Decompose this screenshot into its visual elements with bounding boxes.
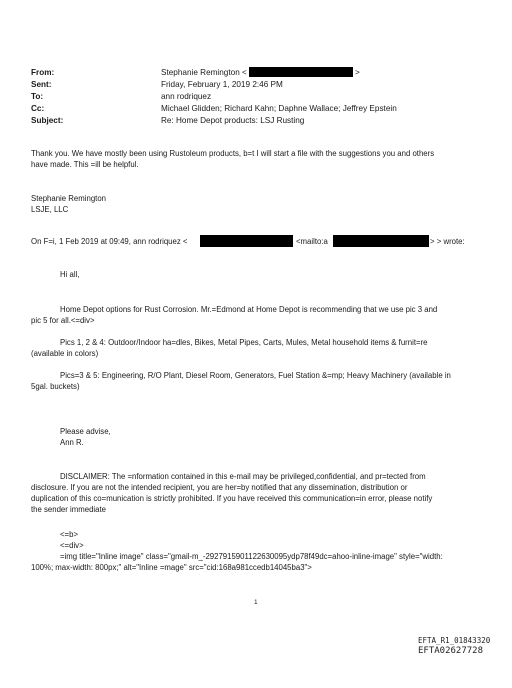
quote-header-suffix: > > wrote: xyxy=(430,237,465,246)
cc-label: Cc: xyxy=(31,104,45,113)
disclaimer-line-3: duplication of this co=munication is strictly prohibited. If you have received this communication=in error, please notify xyxy=(31,494,433,503)
from-email-redaction xyxy=(249,67,353,77)
cc-value: Michael Glidden; Richard Kahn; Daphne Wallace; Jeffrey Epstein xyxy=(161,104,397,113)
disclaimer-line-1: DISCLAIMER: The =nformation contained in this e-mail may be privileged,confidential, and pr=tected from xyxy=(60,472,426,481)
signature-org: LSJE, LLC xyxy=(31,205,69,214)
from-value: Stephanie Remington < xyxy=(161,68,247,77)
img-tag-line-2: 100%; max-width: 800px;" alt="Inline =mage" src="cid:168a981ccedb14045ba3"> xyxy=(31,563,312,572)
subject-label: Subject: xyxy=(31,116,64,125)
quote-email-redaction-2 xyxy=(333,235,429,247)
disclaimer-line-4: the sender immediate xyxy=(31,505,106,514)
from-close-bracket: > xyxy=(355,68,360,77)
code-div-tag: <=div> xyxy=(60,541,84,550)
bates-ref-1: EFTA_R1_01843320 xyxy=(418,636,491,645)
signature-name: Stephanie Remington xyxy=(31,194,106,203)
reply-body-line-2: have made. This =ill be helpful. xyxy=(31,160,139,169)
sent-value: Friday, February 1, 2019 2:46 PM xyxy=(161,80,283,89)
page-number: 1 xyxy=(254,599,258,606)
quote-header-prefix: On F=i, 1 Feb 2019 at 09:49, ann rodriquez < xyxy=(31,237,188,246)
para2-line-1: Pics 1, 2 & 4: Outdoor/Indoor ha=dles, Bikes, Metal Pipes, Carts, Mules, Metal household items & furnit=re xyxy=(60,338,428,347)
quote-header-mailto: <mailto:a xyxy=(296,237,328,246)
disclaimer-line-2: disclosure. If you are not the intended recipient, you are her=by notified that any dissemination, distribution or xyxy=(31,483,408,492)
sent-label: Sent: xyxy=(31,80,52,89)
code-b-tag: <=b> xyxy=(60,530,78,539)
para1-line-1: Home Depot options for Rust Corrosion. Mr.=Edmond at Home Depot is recommending that we use pic 3 and xyxy=(60,305,438,314)
please-advise: Please advise, xyxy=(60,427,111,436)
to-label: To: xyxy=(31,92,44,101)
to-value: ann rodriquez xyxy=(161,92,212,101)
para1-line-2: pic 5 for all.<=div> xyxy=(31,316,95,325)
quote-email-redaction-1 xyxy=(200,235,293,247)
from-label: From: xyxy=(31,68,55,77)
img-tag-line-1: =img title="Inline image" class="gmail-m_-2927915901122630095ydp78f49dc=ahoo-inline-image" style="width: xyxy=(60,552,443,561)
greeting: Hi all, xyxy=(60,270,80,279)
signoff: Ann R. xyxy=(60,438,84,447)
para3-line-1: Pics=3 & 5: Engineering, R/O Plant, Diesel Room, Generators, Fuel Station &=mp; Heavy Machinery (available in xyxy=(60,371,451,380)
reply-body-line-1: Thank you. We have mostly been using Rustoleum products, b=t I will start a file with the suggestions you and others xyxy=(31,149,435,158)
bates-ref-2: EFTA02627728 xyxy=(418,646,484,656)
para3-line-2: 5gal. buckets) xyxy=(31,382,80,391)
subject-value: Re: Home Depot products: LSJ Rusting xyxy=(161,116,305,125)
para2-line-2: (available in colors) xyxy=(31,349,99,358)
